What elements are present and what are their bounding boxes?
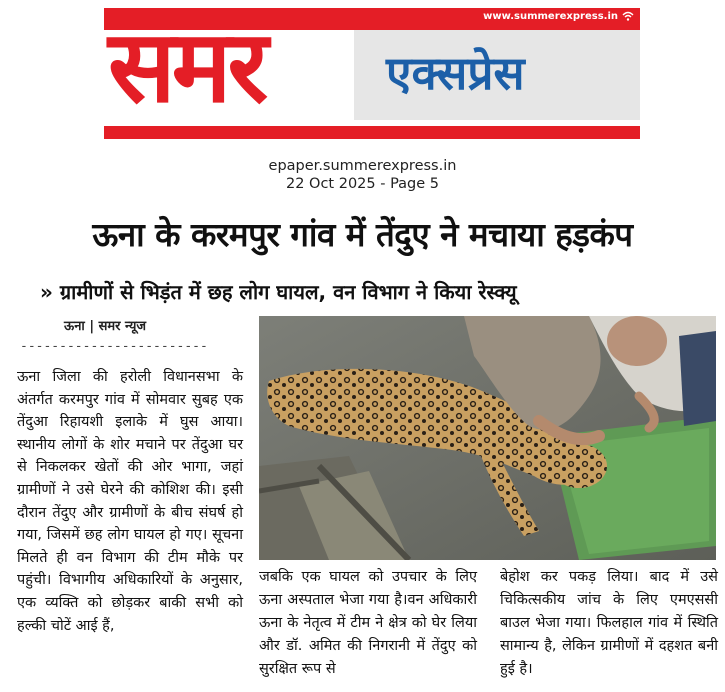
masthead-bottom-bar bbox=[104, 126, 640, 139]
article-column-3: बेहोश कर पकड़ लिया। बाद में उसे चिकित्सकीय जांच के लिए एमएससी बाउल भेजा गया। फिलहाल गांव में स्थिति सामान्य है, लेकिन ग्रामीणों में दहशत बनी हुई है। bbox=[500, 569, 718, 677]
article-column-1: ऊना जिला की हरोली विधानसभा के अंतर्गत करमपुर गांव में सोमवार सुबह एक तेंदुआ रिहायशी इलाके में घुस आया। स्थानीय लोगों के शोर मचाने पर तेंदुआ घर से निकलकर खेतों की ओर भागा, जहां ग्रामीणों ने उसे घेरने की कोशिश की। इसी दौरान तेंदुए और ग्रामीणों के बीच संघर्ष हो गया, जिसमें छह लोग घायल हो गए। सूचना मिलते ही वन विभाग की टीम मौके पर पहुंची। विभागीय अधिकारियों के अनुसार, एक व्यक्ति को छोड़कर बाकी सभी को हल्की चोटें आई हैं, bbox=[17, 369, 243, 634]
byline-separator: ------------------------ bbox=[20, 339, 208, 354]
masthead-brand-hindi: समर bbox=[108, 8, 265, 125]
edition-date-page: 22 Oct 2025 - Page 5 bbox=[285, 176, 440, 192]
article-byline: ऊना | समर न्यूज bbox=[64, 319, 147, 334]
wifi-icon bbox=[622, 10, 634, 25]
masthead-logo bbox=[104, 8, 640, 139]
masthead-brand-express: एक्सप्रेस bbox=[386, 46, 525, 100]
article-subheadline: » ग्रामीणों से भिड़ंत में छह लोग घायल, वन विभाग ने किया रेस्क्यू bbox=[40, 280, 517, 304]
leopard-rescue-photo bbox=[259, 316, 716, 560]
article-column-2: जबकि एक घायल को उपचार के लिए ऊना अस्पताल भेजा गया है।वन अधिकारी ऊना के नेतृत्व में टीम ने क्षेत्र को घेर लिया और डॉ. अमित की निगरानी में तेंदुए को सुरक्षित रूप से bbox=[259, 569, 477, 677]
edition-info bbox=[0, 157, 725, 193]
article-headline: ऊना के करमपुर गांव में तेंदुए ने मचाया हड़कंप bbox=[92, 215, 633, 254]
masthead-website[interactable]: www.summerexpress.in bbox=[483, 11, 618, 22]
edition-site[interactable]: epaper.summerexpress.in bbox=[268, 158, 457, 174]
